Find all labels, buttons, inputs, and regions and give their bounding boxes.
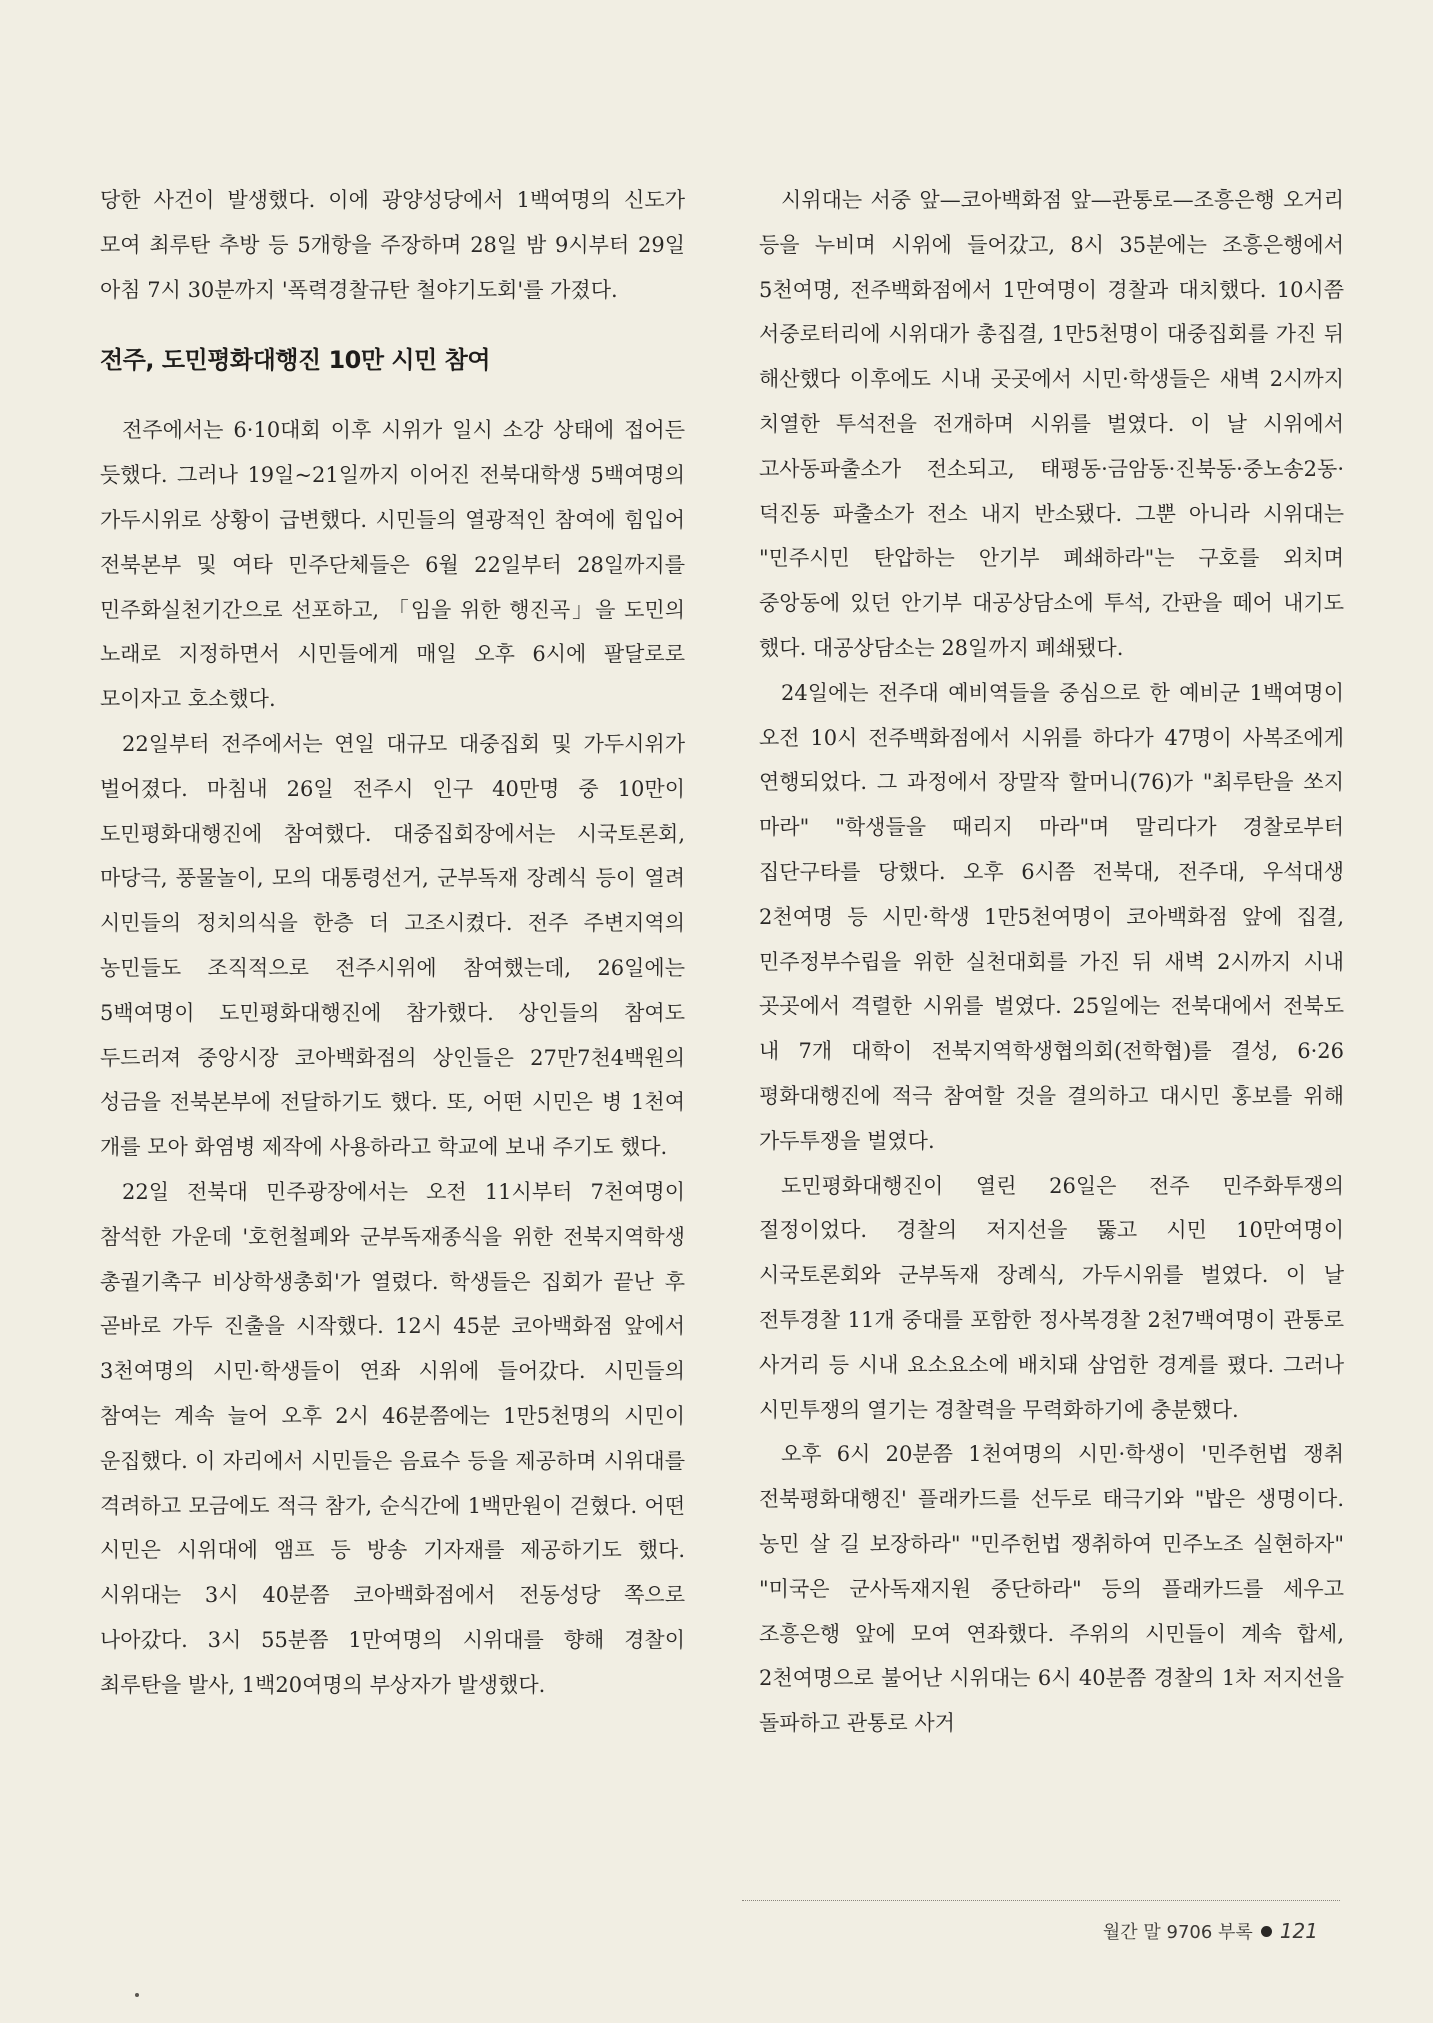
section-heading: 전주, 도민평화대행진 10만 시민 참여 [100, 346, 491, 375]
page-number: 121 [1279, 1919, 1318, 1943]
footer-divider [742, 1900, 1340, 1901]
publication-label: 월간 말 9706 부록 [1102, 1922, 1253, 1943]
paragraph: 시위대는 서중 앞—코아백화점 앞—관통로—조흥은행 오거리 등을 누비며 시위에 들어갔고, 8시 35분에는 조흥은행에서 5천여명, 전주백화점에서 1만여명이 경찰과 대치했다. 10시쯤 서중로터리에 시위대가 총집결, 1만5천명이 대중집회를 가진 뒤 해산했다 이후에도 시내 곳곳에서 시민·학생들은 새벽 2시까지 치열한 투석전을 전개하며 시위를 벌였다. 이 날 시위에서 고사동파출소가 전소되고, 태평동·금암동·진북동·중노송2동·덕진동 파출소가 전소 내지 반소됐다. 그뿐 아니라 시위대는 "민주시민 탄압하는 안기부 폐쇄하라"는 구호를 외치며 중앙동에 있던 안기부 대공상담소에 투석, 간판을 떼어 내기도 했다. 대공상담소는 28일까지 폐쇄됐다. [759, 188, 1344, 660]
paragraph: 전주에서는 6·10대회 이후 시위가 일시 소강 상태에 접어든 듯했다. 그러나 19일~21일까지 이어진 전북대학생 5백여명의 가두시위로 상황이 급변했다. 시민들의 열광적인 참여에 힘입어 전북본부 및 여타 민주단체들은 6월 22일부터 28일까지를 민주화실천기간으로 선포하고, 「임을 위한 행진곡」을 도민의 노래로 지정하면서 시민들에게 매일 오후 6시에 팔달로로 모이자고 호소했다. [100, 418, 685, 712]
scan-speck [135, 1993, 139, 1997]
right-column [759, 178, 1344, 1746]
paragraph: 도민평화대행진이 열린 26일은 전주 민주화투쟁의 절정이었다. 경찰의 저지선을 뚫고 시민 10만여명이 시국토론회와 군부독재 장례식, 가두시위를 벌였다. 이 날 전투경찰 11개 중대를 포함한 정사복경찰 2천7백여명이 관통로 사거리 등 시내 요소요소에 배치돼 삼엄한 경계를 폈다. 그러나 시민투쟁의 열기는 경찰력을 무력화하기에 충분했다. [759, 1173, 1344, 1422]
paragraph: 22일 전북대 민주광장에서는 오전 11시부터 7천여명이 참석한 가운데 '호헌철폐와 군부독재종식을 위한 전북지역학생 총궐기촉구 비상학생총회'가 열렸다. 학생들은 집회가 끝난 후 곧바로 가두 진출을 시작했다. 12시 45분 코아백화점 앞에서 3천여명의 시민·학생들이 연좌 시위에 들어갔다. 시민들의 참여는 계속 늘어 오후 2시 46분쯤에는 1만5천명의 시민이 운집했다. 이 자리에서 시민들은 음료수 등을 제공하며 시위대를 격려하고 모금에도 적극 참가, 순식간에 1백만원이 걷혔다. 어떤 시민은 시위대에 앰프 등 방송 기자재를 제공하기도 했다. 시위대는 3시 40분쯤 코아백화점에서 전동성당 쪽으로 나아갔다. 3시 55분쯤 1만여명의 시위대를 향해 경찰이 최루탄을 발사, 1백20여명의 부상자가 발생했다. [100, 1179, 685, 1697]
paragraph: 당한 사건이 발생했다. 이에 광양성당에서 1백여명의 신도가 모여 최루탄 추방 등 5개항을 주장하며 28일 밤 9시부터 29일 아침 7시 30분까지 '폭력경찰규탄 철야기도회'를 가졌다. [100, 188, 685, 302]
paragraph: 오후 6시 20분쯤 1천여명의 시민·학생이 '민주헌법 쟁취 전북평화대행진' 플래카드를 선두로 태극기와 "밥은 생명이다. 농민 살 길 보장하라" "민주헌법 쟁취하여 민주노조 실현하자" "미국은 군사독재지원 중단하라" 등의 플래카드를 세우고 조흥은행 앞에 모여 연좌했다. 주위의 시민들이 계속 합세, 2천여명으로 불어난 시위대는 6시 40분쯤 경찰의 1차 저지선을 돌파하고 관통로 사거 [759, 1442, 1344, 1736]
paragraph: 24일에는 전주대 예비역들을 중심으로 한 예비군 1백여명이 오전 10시 전주백화점에서 시위를 하다가 47명이 사복조에게 연행되었다. 그 과정에서 장말작 할머니(76)가 "최루탄을 쏘지 마라" "학생들을 때리지 마라"며 말리다가 경찰로부터 집단구타를 당했다. 오후 6시쯤 전북대, 전주대, 우석대생 2천여명 등 시민·학생 1만5천여명이 코아백화점 앞에 집결, 민주정부수립을 위한 실천대회를 가진 뒤 새벽 2시까지 시내 곳곳에서 격렬한 시위를 벌였다. 25일에는 전북대에서 전북도 내 7개 대학이 전북지역학생협의회(전학협)를 결성, 6·26 평화대행진에 적극 참여할 것을 결의하고 대시민 홍보를 위해 가두투쟁을 벌였다. [759, 680, 1344, 1153]
bullet-icon [1261, 1926, 1272, 1937]
page-footer [1103, 1918, 1318, 1944]
paragraph: 22일부터 전주에서는 연일 대규모 대중집회 및 가두시위가 벌어졌다. 마침내 26일 전주시 인구 40만명 중 10만이 도민평화대행진에 참여했다. 대중집회장에서는 시국토론회, 마당극, 풍물놀이, 모의 대통령선거, 군부독재 장례식 등이 열려 시민들의 정치의식을 한층 더 고조시켰다. 전주 주변지역의 농민들도 조직적으로 전주시위에 참여했는데, 26일에는 5백여명이 도민평화대행진에 참가했다. 상인들의 참여도 두드러져 중앙시장 코아백화점의 상인들은 27만7천4백원의 성금을 전북본부에 전달하기도 했다. 또, 어떤 시민은 병 1천여 개를 모아 화염병 제작에 사용하라고 학교에 보내 주기도 했다. [100, 731, 685, 1160]
left-column [100, 178, 685, 1708]
